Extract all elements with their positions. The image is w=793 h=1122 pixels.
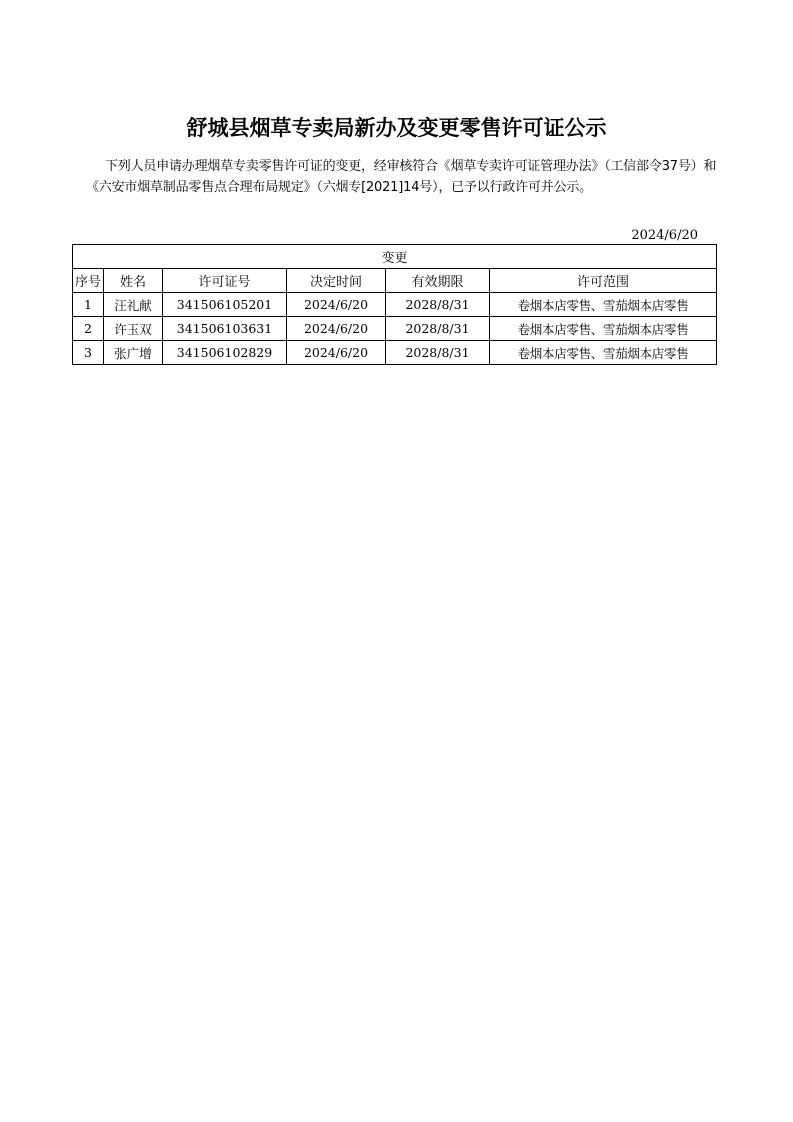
cell-scope: 卷烟本店零售、雪茄烟本店零售: [490, 341, 717, 365]
cell-index: 3: [73, 341, 104, 365]
cell-valid-until: 2028/8/31: [386, 341, 490, 365]
cell-name: 许玉双: [104, 317, 163, 341]
intro-paragraph: 下列人员申请办理烟草专卖零售许可证的变更，经审核符合《烟草专卖许可证管理办法》（工信部令37号）和《六安市烟草制品零售点合理布局规定》（六烟专[2021]14号），已予以行政许可并公示。: [86, 159, 717, 195]
col-header-index: 序号: [73, 269, 104, 293]
column-header-row: [73, 269, 717, 293]
col-header-name: 姓名: [104, 269, 163, 293]
cell-decision-date: 2024/6/20: [287, 293, 386, 317]
cell-name: 张广增: [104, 341, 163, 365]
cell-valid-until: 2028/8/31: [386, 317, 490, 341]
col-header-scope: 许可范围: [490, 269, 717, 293]
group-header-row: [73, 245, 717, 269]
col-header-decision-date: 决定时间: [287, 269, 386, 293]
table-row: [73, 341, 717, 365]
cell-license-no: 341506102829: [163, 341, 287, 365]
cell-decision-date: 2024/6/20: [287, 341, 386, 365]
publish-date: 2024/6/20: [631, 228, 698, 243]
cell-scope: 卷烟本店零售、雪茄烟本店零售: [490, 293, 717, 317]
cell-index: 2: [73, 317, 104, 341]
cell-valid-until: 2028/8/31: [386, 293, 490, 317]
page-title: 舒城县烟草专卖局新办及变更零售许可证公示: [186, 116, 607, 140]
cell-scope: 卷烟本店零售、雪茄烟本店零售: [490, 317, 717, 341]
col-header-valid-until: 有效期限: [386, 269, 490, 293]
table-row: [73, 293, 717, 317]
cell-name: 汪礼献: [104, 293, 163, 317]
license-table: [72, 244, 717, 365]
cell-index: 1: [73, 293, 104, 317]
group-label: 变更: [73, 245, 717, 269]
col-header-license-no: 许可证号: [163, 269, 287, 293]
cell-license-no: 341506103631: [163, 317, 287, 341]
cell-decision-date: 2024/6/20: [287, 317, 386, 341]
table-row: [73, 317, 717, 341]
cell-license-no: 341506105201: [163, 293, 287, 317]
